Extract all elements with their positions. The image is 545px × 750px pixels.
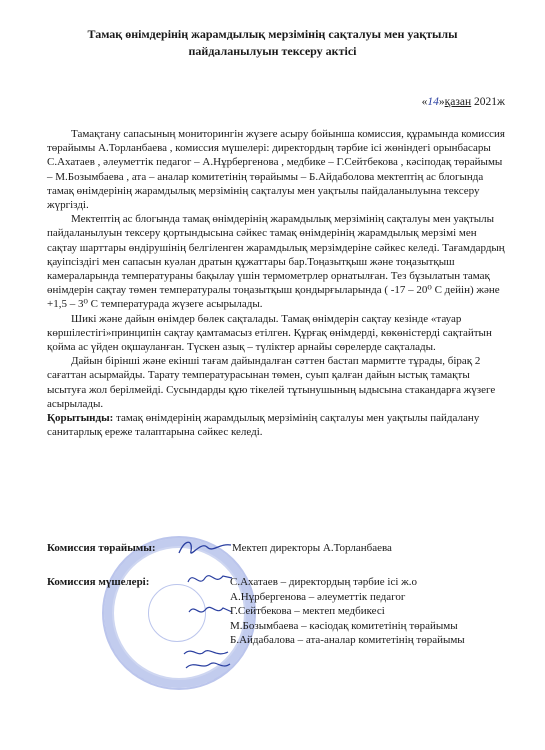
chair-text: Мектеп директоры А.Торланбаева bbox=[232, 542, 392, 554]
member-signature-1 bbox=[185, 568, 235, 590]
date-open-quote: « bbox=[421, 96, 428, 108]
document-date bbox=[422, 96, 505, 108]
conclusion-label: Қорытынды: bbox=[47, 412, 114, 425]
members-label-block bbox=[47, 575, 149, 590]
members-list bbox=[230, 575, 465, 648]
member-signature-3 bbox=[180, 644, 232, 674]
title-line-1: Тамақ өнімдерінің жарамдылық мерзімінің сақталуы мен уақтылы bbox=[87, 27, 458, 41]
date-day: 14 bbox=[427, 96, 439, 108]
member-line-4: М.Бозымбаева – кәсіодақ комитетінің төрайымы bbox=[230, 619, 458, 632]
chair-signature bbox=[175, 535, 235, 561]
members-label: Комиссия мүшелері: bbox=[47, 576, 150, 588]
member-line-5: Б.Айдабалова – ата-аналар комитетінің төрайымы bbox=[230, 634, 465, 647]
paragraph-4: Дайын бірінші және екінші тағам дайындалған сәттен бастап мармитте тұрады, бірақ 2 сағаттан асырмайды. Тарату температурасынан төмен, суып қалған дайын ыстық тамақты ысытуға жол берілмейді. Сусындарды құю тікелей тұтынушының ыдысына стакандарға жүзеге асырылады. bbox=[47, 355, 496, 410]
date-month: қазан bbox=[444, 96, 472, 108]
conclusion-text: тамақ өнімдерінің жарамдылық мерзімінің сақталуы мен уақтылы пайдалану санитарлық ереже талаптарына сәйкес келеді. bbox=[47, 412, 480, 439]
paragraph-2: Мектептің ас блогында тамақ өнімдерінің жарамдылық мерзімінің сақталуы мен уақтылы пайдаланылуын тексеру қортындысына сәйкес тамақ өнімдерінің жарамдылық мерзімі мен сақтау шарттары өндірушінің белгіленген жарамдылық мерзімдеріне сәйкес келеді. Тағамдардың қауіпсіздігі мен сапасын куәлан дратын құжаттары бар.Тоңазытқыш және тоңазытқыш камераларында температураны бақылау үшін термометрлер орнатылған. Тез бұзылатын тамақ өнімдерін сақтау төмен температуралы тоңазытқыш қондырғыларында ( -17 – 20⁰ С дейін) және +1,5 – 3⁰ С температурада жүзеге асырылады. bbox=[47, 213, 505, 311]
member-line-3: Г.Сейтбекова – мектеп медбикесі bbox=[230, 605, 385, 618]
paragraph-3: Шикі және дайын өнімдер бөлек сақталады. Тамақ өнімдерін сақтау кезінде «тауар көршілестігі»принципін сақтау қамтамасыз етілген. Құрғақ өнімдерді, көкөністерді сақтайтын қойма ас үйден оқшауланған. Түскен азық – түліктер арнайы сөрелерде сақталады. bbox=[47, 312, 492, 354]
paragraph-1: Тамақтану сапасының мониторингін жүзеге асыру бойынша комиссия, құрамында комиссия төрайымы А.Торланбаева , комиссия мүшелері: директордың тәрбие ісі жөніндегі орынбасары С.Ахатаев , әлеуметтік педагог – А.Нұрбергенова , медбике – Г.Сейтбекова , кәсіподақ төрайымы – М.Бозымбаева , ата – аналар комитетінің төрайымы – Б.Айдаболова мектептің ас блогында тамақ өнімдерінің жарамдылық мерзімінің сақталуы мен уақтылы пайдаланылуына тексеру жүргізді. bbox=[47, 128, 505, 212]
conclusion bbox=[47, 411, 509, 439]
date-year: 2021ж bbox=[474, 96, 505, 108]
document-body bbox=[47, 127, 509, 439]
chair-name bbox=[232, 541, 392, 556]
member-line-2: А.Нұрбергенова – әлеуметтік педагог bbox=[230, 590, 406, 603]
document-title bbox=[40, 26, 505, 60]
date-close-quote: » bbox=[438, 96, 445, 108]
member-line-1: С.Ахатаев – директордың тәрбие ісі ж.о bbox=[230, 576, 417, 588]
chair-label: Комиссия төрайымы: bbox=[47, 542, 156, 554]
title-line-2: пайдаланылуын тексеру актісі bbox=[188, 44, 357, 58]
member-signature-2 bbox=[186, 600, 234, 622]
chair-signature-block bbox=[47, 541, 156, 556]
